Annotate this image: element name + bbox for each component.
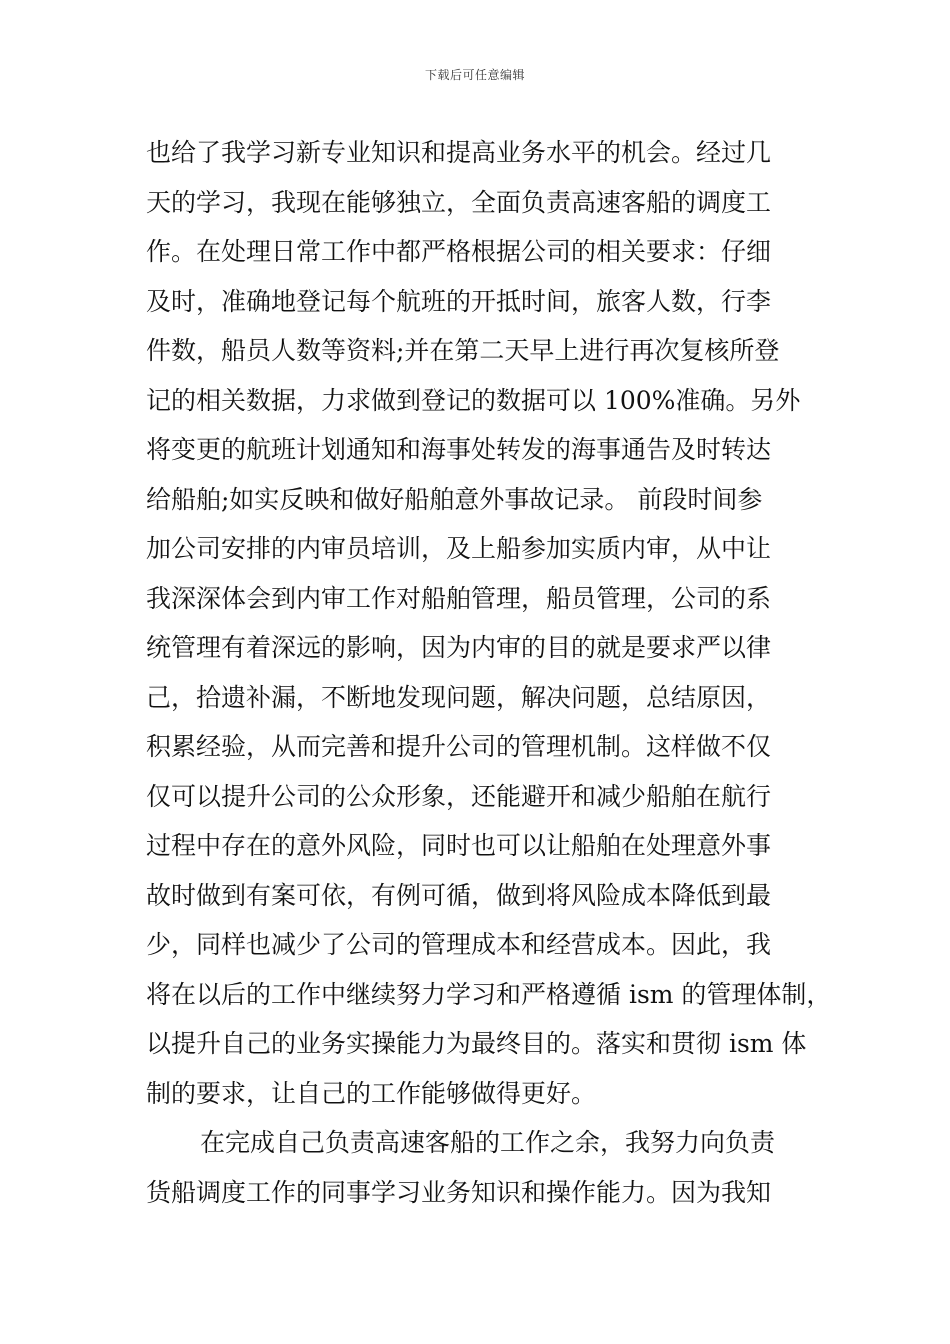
paragraph-line: 统管理有着深远的影响，因为内审的目的就是要求严以律	[146, 633, 772, 662]
paragraph-line: 将变更的航班计划通知和海事处转发的海事通告及时转达	[146, 435, 772, 464]
paragraph-line: 过程中存在的意外风险，同时也可以让船舶在处理意外事	[146, 831, 772, 860]
paragraph-line: 少，同样也减少了公司的管理成本和经营成本。因此，我	[146, 930, 772, 959]
paragraph-line: 及时，准确地登记每个航班的开抵时间，旅客人数，行李	[146, 286, 772, 316]
paragraph-line: 给船舶;如实反映和做好船舶意外事故记录。 前段时间参	[146, 484, 763, 514]
paragraph-line: 天的学习，我现在能够独立，全面负责高速客船的调度工	[146, 187, 772, 217]
paragraph-line: 货船调度工作的同事学习业务知识和操作能力。因为我知	[146, 1177, 772, 1207]
paragraph-line: 我深深体会到内审工作对船舶管理，船员管理，公司的系	[146, 583, 772, 613]
paragraph-line: 记的相关数据，力求做到登记的数据可以 100%准确。另外	[146, 385, 801, 415]
paragraph-line: 将在以后的工作中继续努力学习和严格遵循 ism 的管理体制，	[146, 979, 832, 1009]
paragraph-line: 也给了我学习新专业知识和提高业务水平的机会。经过几	[146, 138, 772, 167]
paragraph-line: 加公司安排的内审员培训，及上船参加实质内审，从中让	[146, 534, 772, 563]
document-body	[146, 128, 832, 1217]
paragraph-line: 在完成自己负责高速客船的工作之余，我努力向负责	[200, 1128, 776, 1157]
paragraph-line: 作。在处理日常工作中都严格根据公司的相关要求：仔细	[146, 237, 772, 266]
paragraph-line: 己，拾遗补漏，不断地发现问题，解决问题，总结原因，	[146, 682, 772, 712]
paragraph-line: 件数，船员人数等资料;并在第二天早上进行再次复核所登	[146, 336, 780, 365]
page-header-note: 下载后可任意编辑	[424, 68, 525, 82]
paragraph-line: 制的要求，让自己的工作能够做得更好。	[146, 1078, 597, 1108]
paragraph-line: 故时做到有案可依，有例可循，做到将风险成本降低到最	[146, 880, 772, 910]
paragraph-line: 积累经验，从而完善和提升公司的管理机制。这样做不仅	[146, 732, 772, 761]
paragraph-line: 仅可以提升公司的公众形象，还能避开和减少船舶在航行	[146, 781, 772, 811]
paragraph-line: 以提升自己的业务实操能力为最终目的。落实和贯彻 ism 体	[146, 1029, 807, 1058]
